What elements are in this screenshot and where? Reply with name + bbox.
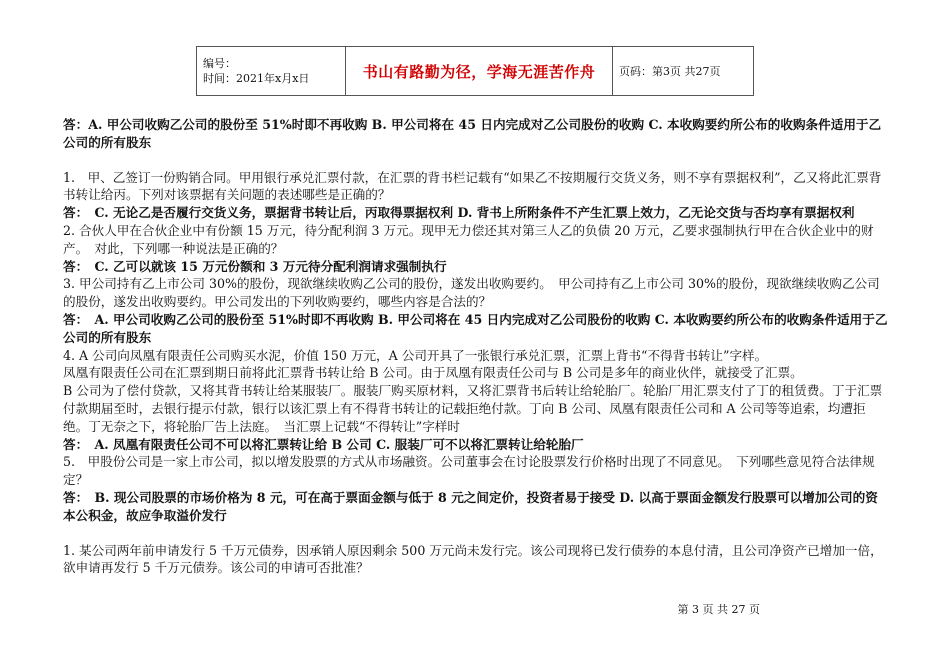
- answer-paragraph: 答： C. 乙可以就该 15 万元份额和 3 万元待分配利润请求强制执行: [63, 258, 447, 274]
- question-paragraph: B 公司为了偿付贷款，又将其背书转让给某服装厂。服装厂购买原材料，又将汇票背书后转让给轮胎厂。轮胎厂用汇票支付了丁的租赁费。丁于汇票付款期届至时，去银行提示付款，银行以该汇票上有不得背书转让的记载拒绝付款。丁向 B 公司、凤凰有限责任公司和 A 公司等等追索，均遭拒绝。丁无奈之下，将轮胎厂告上法庭。 当汇票上记载“不得转让”字样时: [63, 383, 883, 434]
- question-paragraph: 凤凰有限责任公司在汇票到期日前将此汇票背书转让给 B 公司。由于凤凰有限责任公司与 B 公司是多年的商业伙伴，就接受了汇票。: [63, 365, 803, 381]
- spacer: [63, 525, 889, 542]
- question-paragraph: 5. 甲股份公司是一家上市公司，拟以增发股票的方式从市场融资。公司董事会在讨论股票发行价格时出现了不同意见。 下列哪些意见符合法律规定？: [63, 454, 875, 488]
- spacer: [63, 152, 889, 169]
- question-paragraph: 2. 合伙人甲在合伙企业中有份额 15 万元，待分配利润 3 万元。现甲无力偿还其对第三人乙的负债 20 万元，乙要求强制执行甲在合伙企业中的财产。 对此，下列哪一种说法是正确的？: [63, 222, 874, 256]
- header-meta-cell: [197, 47, 346, 96]
- question-paragraph: 3. 甲公司持有乙上市公司 30%的股份，现欲继续收购乙公司的股份，遂发出收购要约。 甲公司持有乙上市公司 30%的股份，现欲继续收购乙公司的股份，遂发出收购要约。甲公司发出的下列收购要约，哪些内容是合法的？: [63, 276, 880, 310]
- answer-paragraph: 答： C. 无论乙是否履行交货义务，票据背书转让后，丙取得票据权利 D. 背书上所附条件不产生汇票上效力，乙无论交货与否均享有票据权利: [63, 205, 855, 221]
- header-slogan: 书山有路勤为径，学海无涯苦作舟: [346, 47, 613, 96]
- question-paragraph: 1. 甲、乙签订一份购销合同。甲用银行承兑汇票付款，在汇票的背书栏记载有“如果乙不按期履行交货义务，则不享有票据权利”，乙又将此汇票背书转让给丙。下列对该票据有关问题的表述哪些是正确的？: [63, 169, 882, 203]
- question-paragraph: 1. 某公司两年前申请发行 5 千万元债券，因承销人原因剩余 500 万元尚未发行完。该公司现将已发行债券的本息付清，且公司净资产已增加一倍，欲申请再发行 5 千万元债券。该公司的申请可否批准？: [63, 542, 883, 576]
- document-number-label: 编号：: [203, 57, 236, 70]
- document-time-label: 时间：2021年x月x日: [203, 72, 310, 85]
- answer-paragraph: 答： A. 甲公司收购乙公司的股份至 51%时即不再收购 B. 甲公司将在 45 日内完成对乙公司股份的收购 C. 本收购要约所公布的收购条件适用于乙公司的所有股东: [63, 311, 888, 345]
- question-paragraph: 4. A 公司向凤凰有限责任公司购买水泥，价值 150 万元，A 公司开具了一张银行承兑汇票，汇票上背书“不得背书转让”字样。: [63, 347, 768, 363]
- answer-paragraph: 答：A. 甲公司收购乙公司的股份至 51%时即不再收购 B. 甲公司将在 45 日内完成对乙公司股份的收购 C. 本收购要约所公布的收购条件适用于乙公司的所有股东: [63, 117, 882, 150]
- document-header: [196, 46, 754, 96]
- header-page-label: 页码：第3页 共27页: [613, 47, 754, 96]
- page-footer: 第 3 页 共 27 页: [677, 603, 760, 616]
- document-body: [63, 116, 889, 577]
- answer-paragraph: 答： B. 现公司股票的市场价格为 8 元，可在高于票面金额与低于 8 元之间定价，投资者易于接受 D. 以高于票面金额发行股票可以增加公司的资本公积金，故应争取溢价发行: [63, 489, 878, 523]
- answer-paragraph: 答： A. 凤凰有限责任公司不可以将汇票转让给 B 公司 C. 服装厂可不以将汇票转让给轮胎厂: [63, 436, 584, 452]
